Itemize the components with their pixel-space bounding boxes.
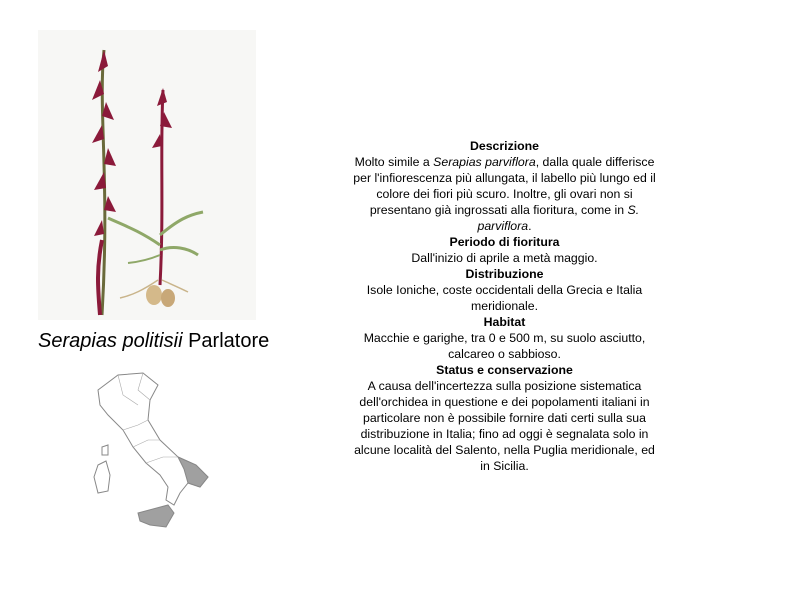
text-distribuzione: Isole Ioniche, coste occidentali della Grecia e Italia meridionale. bbox=[366, 283, 643, 313]
species-author: Parlatore bbox=[188, 330, 270, 352]
species-title bbox=[38, 330, 269, 353]
text-fioritura: Dall'inizio di aprile a metà maggio. bbox=[411, 251, 598, 265]
heading-fioritura: Periodo di fioritura bbox=[449, 235, 560, 249]
map-region-sicilia bbox=[138, 505, 174, 527]
heading-status: Status e conservazione bbox=[436, 363, 573, 377]
heading-distribuzione: Distribuzione bbox=[465, 267, 544, 281]
text-habitat: Macchie e garighe, tra 0 e 500 m, su suolo asciutto, calcareo o sabbioso. bbox=[363, 331, 646, 361]
species-name: Serapias politisii bbox=[38, 330, 183, 352]
orchid-illustration bbox=[38, 30, 256, 320]
heading-habitat: Habitat bbox=[483, 315, 526, 329]
text-status: A causa dell'incertezza sulla posizione sistematica dell'orchidea in questione e dei popolamenti italiani in particolare non è possibile fornire dati certi sulla sua distribuzione in Italia; fino ad oggi è segnalata solo in alcune località del Salento, nella Puglia meridionale, ed in Sicilia. bbox=[354, 379, 655, 473]
description-panel bbox=[352, 138, 657, 474]
text-descrizione: Molto simile a Serapias parviflora, dalla quale differisce per l'infiorescenza più allungata, il labello più lungo ed il colore dei fiori più scuro. Inoltre, gli ovari non si presentano già ingrossati alla fioritura, come in S. parviflora. bbox=[353, 155, 656, 233]
heading-descrizione: Descrizione bbox=[469, 139, 540, 153]
italy-distribution-map bbox=[88, 365, 228, 535]
